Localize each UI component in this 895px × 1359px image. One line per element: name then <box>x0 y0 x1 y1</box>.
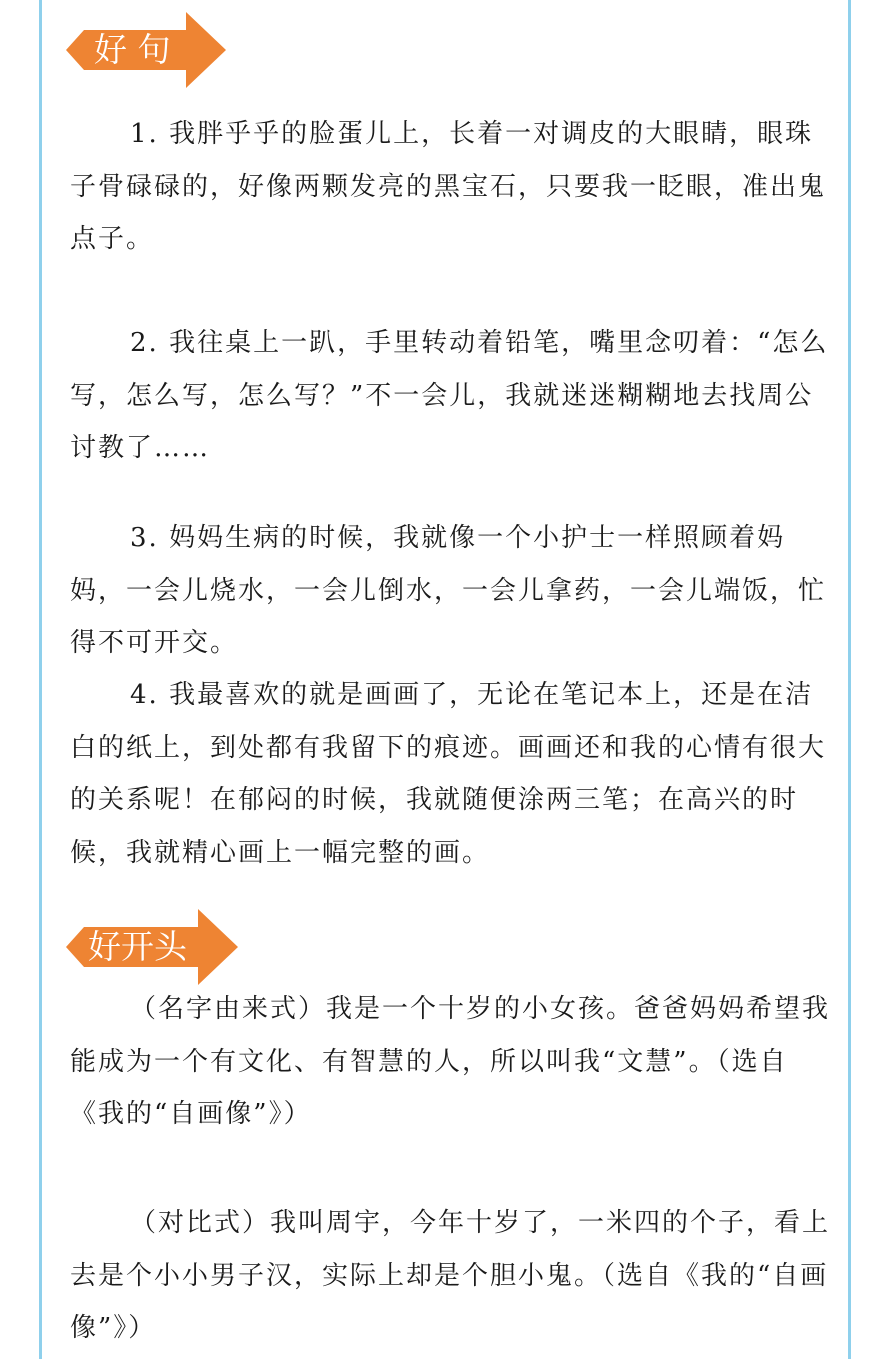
section-title: 好开头 <box>88 927 187 966</box>
sentence-item: 1. 我胖乎乎的脸蛋儿上，长着一对调皮的大眼睛，眼珠子骨碌碌的，好像两颗发亮的黑宝石，只要我一眨眼，准出鬼点子。 <box>70 119 827 254</box>
opening-item: （名字由来式）我是一个十岁的小女孩。爸爸妈妈希望我能成为一个有文化、有智慧的人，所以叫我“文慧”。（选自《我的“自画像”》） <box>70 994 831 1129</box>
section-title: 好 句 <box>94 30 171 69</box>
sentence-item: 3. 妈妈生病的时候，我就像一个小护士一样照顾着妈妈，一会儿烧水，一会儿倒水，一会儿拿药，一会儿端饭，忙得不可开交。 <box>70 523 827 658</box>
section-tag-good-openings <box>66 909 238 985</box>
sentence-item: 4. 我最喜欢的就是画画了，无论在笔记本上，还是在洁白的纸上，到处都有我留下的痕迹。画画还和我的心情有很大的关系呢！在郁闷的时候，我就随便涂两三笔；在高兴的时候，我就精心画上一幅完整的画。 <box>70 680 827 868</box>
opening-item: （对比式）我叫周宇，今年十岁了，一米四的个子，看上去是个小小男子汉，实际上却是个胆小鬼。（选自《我的“自画像”》） <box>70 1208 831 1343</box>
section-tag-good-sentences <box>66 12 226 88</box>
sentence-item: 2. 我往桌上一趴，手里转动着铅笔，嘴里念叨着：“怎么写，怎么写，怎么写？”不一会儿，我就迷迷糊糊地去找周公讨教了…… <box>70 328 829 463</box>
